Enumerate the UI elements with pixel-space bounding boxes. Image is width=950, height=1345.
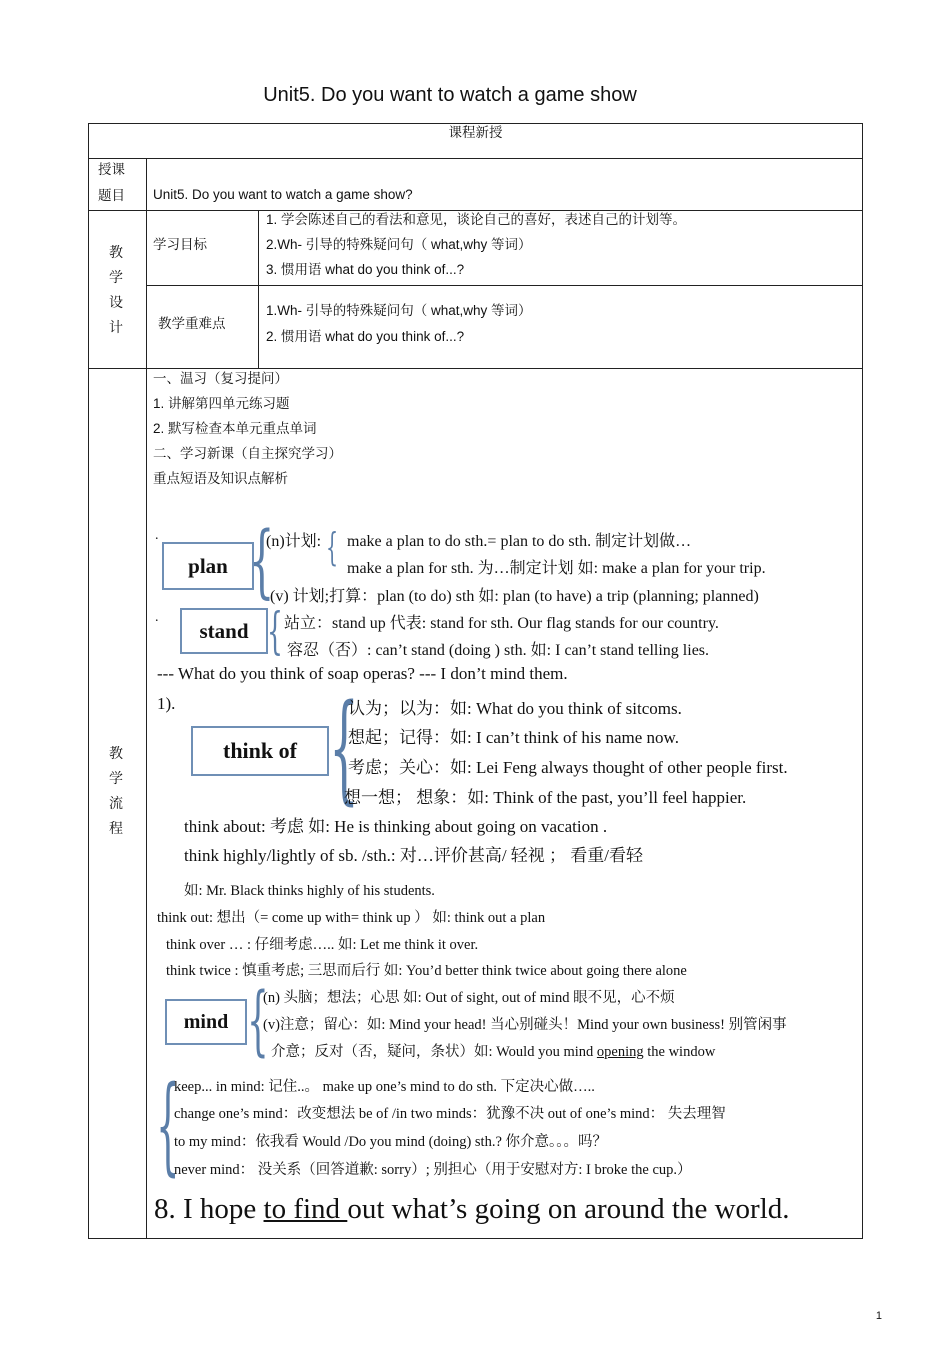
- stand-box: stand: [180, 608, 268, 654]
- flow-line-2: 1. 讲解第四单元练习题: [153, 396, 290, 411]
- mind-phrase-3: to my mind：依我看 Would /Do you mind (doing) sth.? 你介意。。。吗？: [174, 1134, 608, 1150]
- bullet-dot: .: [155, 528, 159, 543]
- keypoints-label: 教学重难点: [158, 316, 226, 331]
- think-of-line-2: 想起；记得：如: I can’t think of his name now.: [348, 728, 679, 747]
- keypoint-2: 2. 惯用语 what do you think of...?: [266, 329, 465, 344]
- plan-line-4: (v) 计划;打算：plan (to do) sth 如: plan (to have) a trip (planning; planned): [270, 588, 759, 605]
- example-sentence-8: 8. I hope to find out what’s going on around the world.: [154, 1193, 790, 1225]
- think-twice-line: think twice : 慎重考虑; 三思而后行 如: You’d better think twice about going there alone: [166, 963, 687, 979]
- think-highly-example: 如: Mr. Black thinks highly of his students.: [184, 883, 435, 899]
- goal-1: 1. 学会陈述自己的看法和意见，谈论自己的喜好，表述自己的计划等。: [266, 212, 687, 227]
- dialog-line: --- What do you think of soap operas? --- I don’t mind them.: [157, 664, 568, 683]
- plan-box: plan: [162, 542, 254, 590]
- topic-label: 授课题目: [98, 162, 125, 203]
- mind-line-3: 介意；反对（否，疑问，条状）如: Would you mind opening the window: [271, 1044, 716, 1060]
- think-highly-line: think highly/lightly of sb. /sth.: 对…评价甚高/ 轻视 ； 看重/看轻: [184, 846, 644, 865]
- page-number: 1: [875, 1310, 882, 1322]
- brace-icon: {: [267, 602, 283, 660]
- mind-phrase-1: keep... in mind: 记住..。 make up one’s mind to do sth. 下定决心做…..: [174, 1079, 595, 1095]
- topic-value: Unit5. Do you want to watch a game show?: [153, 187, 413, 202]
- table-header: 课程新授: [448, 125, 503, 140]
- keypoint-1: 1.Wh- 引导的特殊疑问句（ what,why 等词）: [266, 303, 532, 318]
- number-label: 1).: [157, 694, 176, 713]
- brace-icon: {: [329, 678, 360, 816]
- mind-line-2: (v)注意；留心：如: Mind your head! 当心别碰头！Mind your own business! 别管闲事: [263, 1017, 787, 1033]
- flow-line-4: 二、学习新课（自主探究学习）: [153, 446, 342, 461]
- brace-icon: {: [156, 1063, 180, 1186]
- brace-icon: {: [247, 975, 269, 1064]
- flow-line-1: 一、温习（复习提问）: [153, 371, 288, 386]
- plan-line-1: (n)计划:: [266, 533, 322, 550]
- think-of-line-1: 认为；以为：如: What do you think of sitcoms.: [348, 699, 682, 718]
- think-of-box: think of: [191, 726, 329, 776]
- mind-box: mind: [165, 999, 247, 1045]
- think-of-line-3: 考虑；关心：如: Lei Feng always thought of other people first.: [348, 758, 788, 777]
- mind-phrase-2: change one’s mind：改变想法 be of /in two minds：犹豫不决 out of one’s mind： 失去理智: [174, 1106, 726, 1122]
- think-of-line-4: 想一想； 想象：如: Think of the past, you’ll feel happier.: [344, 788, 747, 807]
- mind-phrase-4: never mind： 没关系（回答道歉: sorry）; 别担心（用于安慰对方: I broke the cup.）: [174, 1162, 692, 1178]
- stand-line-2: 容忍（否）: can’t stand (doing ) sth. 如: I can’t stand telling lies.: [287, 642, 710, 659]
- goal-2: 2.Wh- 引导的特殊疑问句（ what,why 等词）: [266, 237, 532, 252]
- think-out-line: think out: 想出（= come up with= think up ） 如: think out a plan: [157, 910, 546, 926]
- brace-icon: {: [326, 525, 339, 569]
- bullet-dot: .: [155, 610, 159, 625]
- document-title: Unit5. Do you want to watch a game show: [263, 84, 637, 106]
- flow-line-3: 2. 默写检查本单元重点单词: [153, 421, 317, 436]
- brace-icon: {: [249, 514, 275, 607]
- stand-line-1: 站立：stand up 代表: stand for sth. Our flag stands for our country.: [284, 615, 719, 632]
- plan-line-3: make a plan for sth. 为…制定计划 如: make a plan for your trip.: [347, 560, 766, 577]
- flow-label: 教 学 流 程: [109, 745, 123, 836]
- design-label: 教 学 设 计: [109, 244, 123, 335]
- goal-3: 3. 惯用语 what do you think of...?: [266, 262, 465, 277]
- plan-line-2: make a plan to do sth.= plan to do sth. 制定计划做…: [347, 533, 692, 550]
- think-over-line: think over … : 仔细考虑….. 如: Let me think it over.: [166, 937, 479, 953]
- goals-label: 学习目标: [153, 237, 207, 252]
- flow-line-5: 重点短语及知识点解析: [153, 471, 288, 486]
- mind-line-1: (n) 头脑；想法；心思 如: Out of sight, out of mind 眼不见，心不烦: [263, 990, 675, 1006]
- think-about-line: think about: 考虑 如: He is thinking about going on vacation .: [184, 817, 608, 836]
